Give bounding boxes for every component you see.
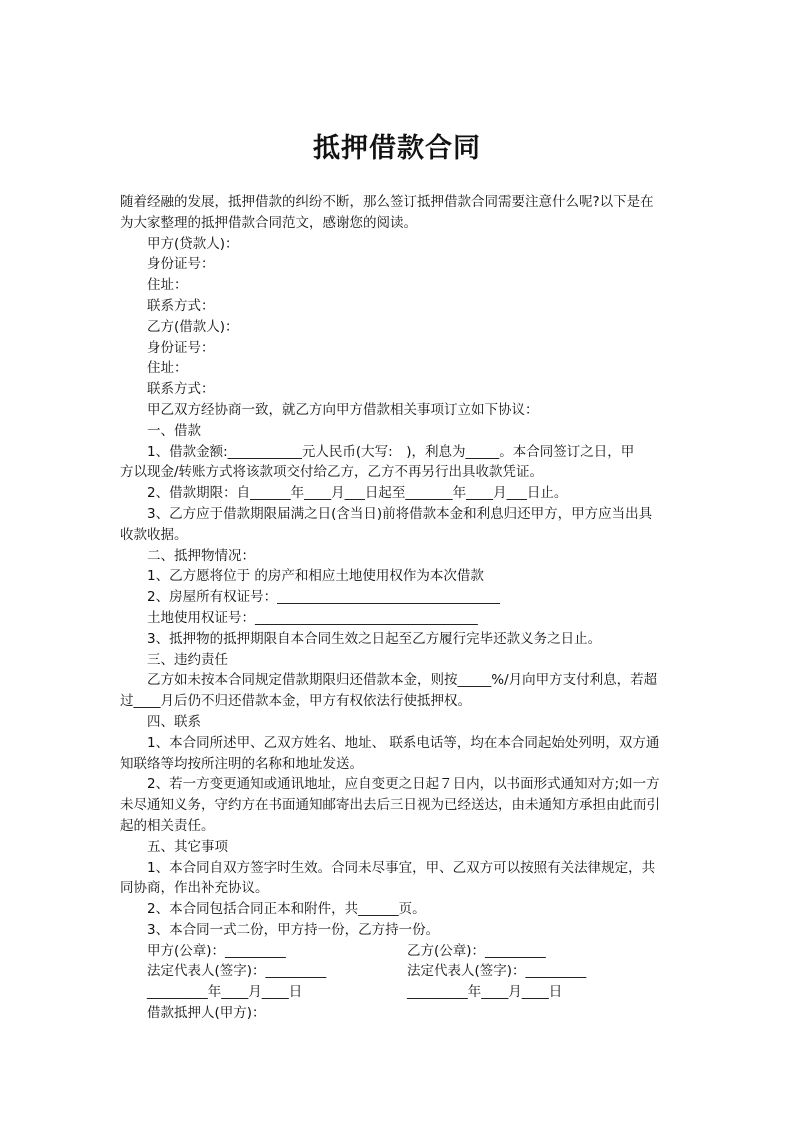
clause-text: 2、借款期限：自______年____月___日起至_______年____月___日止。 xyxy=(147,485,568,502)
signature-row-representative xyxy=(120,961,676,982)
section-heading: 一、借款 xyxy=(147,422,201,439)
party-b-seal-field: 乙方(公章)：_________ xyxy=(407,942,546,959)
document-title: 抵押借款合同 xyxy=(313,133,481,164)
clause-text: 同协商，作出补充协议。 xyxy=(120,880,269,897)
clause-text: 知联络等均按所注明的名称和地址发送。 xyxy=(120,755,363,772)
signature-row-seal xyxy=(120,941,676,962)
party-a-name-field: 甲方(贷款人)： xyxy=(147,235,239,252)
party-b-contact-field: 联系方式： xyxy=(147,381,215,398)
clause-text: 乙方如未按本合同规定借款期限归还借款本金，则按_____%/月向甲方支付利息，若超 xyxy=(147,672,658,689)
intro-line: 为大家整理的抵押借款合同范文，感谢您的阅读。 xyxy=(120,214,417,231)
document-body xyxy=(120,192,676,1024)
section-heading: 五、其它事项 xyxy=(147,838,228,855)
clause-text: 2、本合同包括合同正本和附件，共______页。 xyxy=(147,901,426,918)
clause-text: 收款收据。 xyxy=(120,526,188,543)
intro-line: 随着经融的发展，抵押借款的纠纷不断，那么签订抵押借款合同需要注意什么呢?以下是在 xyxy=(120,194,654,210)
party-a-address-field: 住址： xyxy=(147,277,188,294)
party-b-id-field: 身份证号： xyxy=(147,339,215,356)
party-a-date-field: _________年____月____日 xyxy=(147,984,303,1001)
clause-text: 1、借款金额:___________元人民币(大写: )，利息为_____。本合同签订之日，甲 xyxy=(147,443,635,460)
clause-text: 1、乙方愿将位于 的房产和相应土地使用权作为本次借款 xyxy=(147,568,484,585)
section-heading: 三、违约责任 xyxy=(147,651,228,668)
section-heading: 二、抵押物情况： xyxy=(147,547,255,564)
party-b-date-field: _________年____月____日 xyxy=(407,984,563,1001)
section-heading: 四、联系 xyxy=(147,713,201,730)
party-a-id-field: 身份证号： xyxy=(147,256,215,273)
clause-text: 1、本合同所述甲、乙双方姓名、地址、 联系电话等，均在本合同起始处列明，双方通 xyxy=(147,734,660,751)
party-b-address-field: 住址： xyxy=(147,360,188,377)
party-a-representative-field: 法定代表人(签字)：_________ xyxy=(147,963,327,980)
mortgagor-field: 借款抵押人(甲方)： xyxy=(147,1005,266,1022)
party-a-contact-field: 联系方式： xyxy=(147,297,215,314)
agreement-intro: 甲乙双方经协商一致，就乙方向甲方借款相关事项订立如下协议： xyxy=(147,401,539,418)
clause-text: 土地使用权证号：_________________________________ xyxy=(147,609,478,626)
signature-row-date xyxy=(120,982,676,1003)
clause-text: 3、本合同一式二份，甲方持一份，乙方持一份。 xyxy=(147,921,440,938)
clause-text: 方以现金/转账方式将该款项交付给乙方，乙方不再另行出具收款凭证。 xyxy=(120,464,544,481)
party-a-seal-field: 甲方(公章)：_________ xyxy=(147,942,286,959)
party-b-representative-field: 法定代表人(签字)：_________ xyxy=(407,963,587,980)
clause-text: 2、若一方变更通知或通讯地址，应自变更之日起７日内，以书面形式通知对方;如一方 xyxy=(147,776,660,793)
party-b-name-field: 乙方(借款人)： xyxy=(147,318,239,335)
clause-text: 3、抵押物的抵押期限自本合同生效之日起至乙方履行完毕还款义务之日止。 xyxy=(147,630,602,647)
clause-text: 起的相关责任。 xyxy=(120,817,215,834)
clause-text: 3、乙方应于借款期限届满之日(含当日)前将借款本金和利息归还甲方，甲方应当出具 xyxy=(147,505,653,522)
clause-text: 过____月后仍不归还借款本金，甲方有权依法行使抵押权。 xyxy=(120,693,471,710)
clause-text: 未尽通知义务，守约方在书面通知邮寄出去后三日视为已经送达，由未通知方承担由此而引 xyxy=(120,797,660,814)
clause-text: 1、本合同自双方签字时生效。合同未尽事宜，甲、乙双方可以按照有关法律规定，共 xyxy=(147,859,656,876)
clause-text: 2、房屋所有权证号：_________________________________ xyxy=(147,589,500,606)
